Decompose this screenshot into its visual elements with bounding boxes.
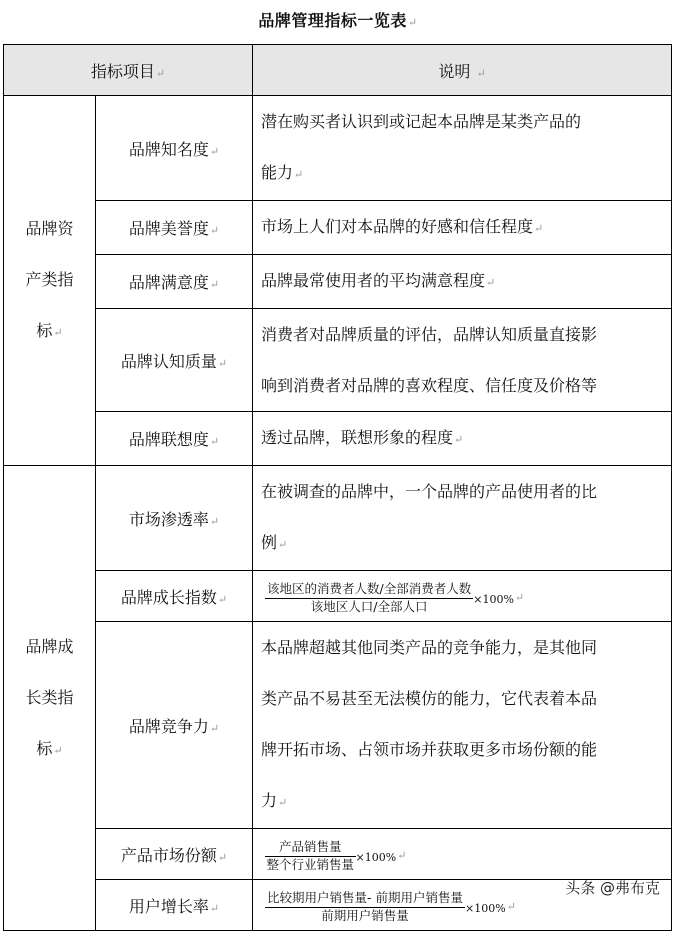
metric-description: 在被调查的品牌中，一个品牌的产品使用者的比 例↵ <box>253 466 672 571</box>
paragraph-mark-icon: ↵ <box>53 743 63 757</box>
metric-description: 透过品牌，联想形象的程度↵ <box>253 412 672 466</box>
paragraph-mark-icon: ↵ <box>476 66 486 80</box>
metric-description: 市场上人们对本品牌的好感和信任程度↵ <box>253 201 672 255</box>
table-row <box>4 309 672 412</box>
metric-name: 品牌竞争力↵ <box>96 622 253 829</box>
metric-name: 品牌满意度↵ <box>96 255 253 309</box>
metric-description: 品牌最常使用者的平均满意程度↵ <box>253 255 672 309</box>
brand-metrics-table <box>3 44 672 931</box>
metric-name: 市场渗透率↵ <box>96 466 253 571</box>
header-description: 说明 ↵ <box>253 45 672 96</box>
document-title <box>0 8 676 31</box>
group-label-asset: 品牌资 产类指 标↵ <box>4 96 96 466</box>
metric-name: 品牌成长指数↵ <box>96 571 253 622</box>
paragraph-mark-icon: ↵ <box>155 66 166 80</box>
table-row <box>4 466 672 571</box>
table-row <box>4 622 672 829</box>
metric-name: 用户增长率↵ <box>96 880 253 931</box>
metric-name: 产品市场份额↵ <box>96 829 253 880</box>
paragraph-mark-icon: ↵ <box>407 16 418 29</box>
metric-description: 潜在购买者认识到或记起本品牌是某类产品的 能力↵ <box>253 96 672 201</box>
paragraph-mark-icon: ↵ <box>53 326 63 339</box>
metric-formula <box>253 829 672 880</box>
watermark: 头条 @弗布克 <box>565 879 660 897</box>
metric-formula <box>253 571 672 622</box>
table-header-row <box>4 45 672 96</box>
table-row <box>4 255 672 309</box>
group-label-growth: 品牌成 长类指 标↵ <box>4 466 96 931</box>
metric-name: 品牌认知质量↵ <box>96 309 253 412</box>
formula: $\frac{\text{产品销售量}}{\text{整个行业销售量}}$ ×100% ↵ <box>266 839 407 872</box>
title-text: 品牌管理指标一览表 <box>258 11 407 30</box>
table-row <box>4 829 672 880</box>
header-item: 指标项目↵ <box>4 45 253 96</box>
table-row <box>4 96 672 201</box>
formula: $\frac{\text{比较期用户销售量- 前期用户销售量}}{\text{前期用户销售量}}$ ×100% ↵ <box>267 890 516 923</box>
metric-name: 品牌美誉度↵ <box>96 201 253 255</box>
table-row <box>4 412 672 466</box>
formula: $\frac{\text{该地区的消费者人数/全部消费者人数}}{\text{该地区人口/全部人口}}$ ×100% ↵ <box>267 581 525 614</box>
table-row <box>4 201 672 255</box>
table-row <box>4 571 672 622</box>
metric-description: 消费者对品牌质量的评估，品牌认知质量直接影 响到消费者对品牌的喜欢程度、信任度及价格等 <box>253 309 672 412</box>
metric-name: 品牌知名度↵ <box>96 96 253 201</box>
metric-name: 品牌联想度↵ <box>96 412 253 466</box>
metric-description: 本品牌超越其他同类产品的竞争能力，是其他同 类产品不易甚至无法模仿的能力，它代表着本品 牌开拓市场、占领市场并获取更多市场份额的能 力↵ <box>253 622 672 829</box>
